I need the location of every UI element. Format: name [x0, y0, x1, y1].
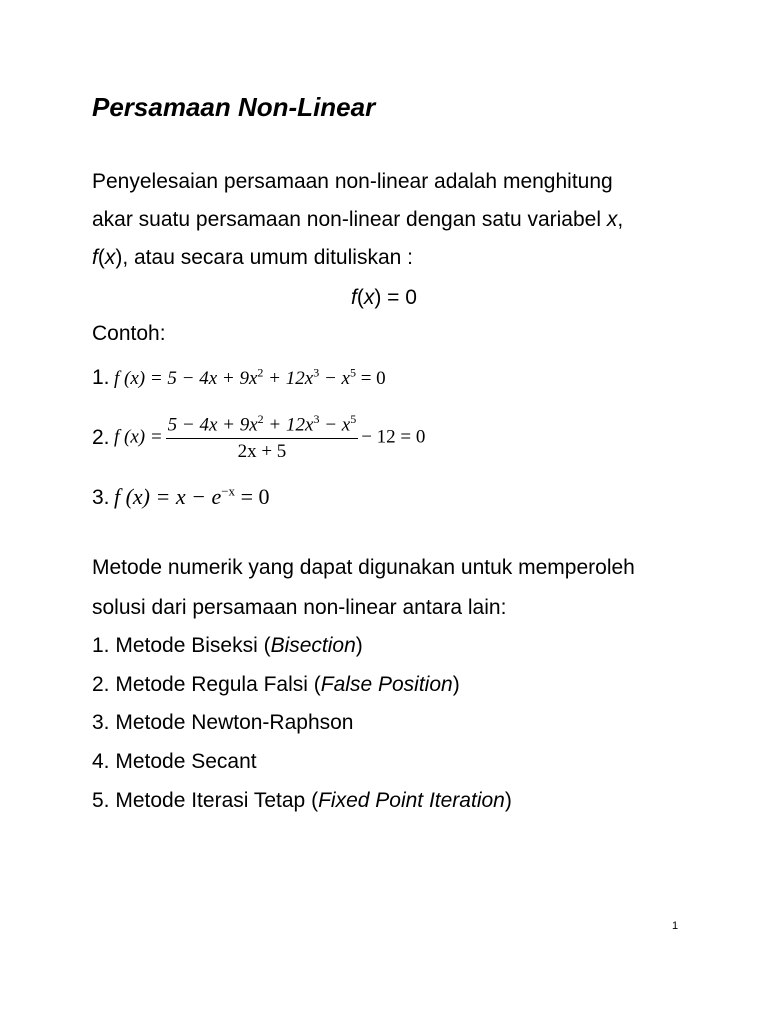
methods-intro-2: solusi dari persamaan non-linear antara lain:	[92, 596, 507, 619]
intro-text-1: Penyelesaian persamaan non-linear adalah menghitung	[92, 170, 613, 193]
intro-line-1	[92, 168, 613, 196]
eq-rest: ) = 0	[374, 286, 417, 309]
example-2-number: 2.	[92, 425, 110, 449]
intro-text-2: akar suatu persamaan non-linear dengan satu variabel	[92, 208, 607, 231]
example-2-fraction	[166, 412, 359, 463]
eq-open: (	[356, 286, 364, 309]
method-item-2: 2. Metode Regula Falsi (False Position)	[92, 673, 460, 696]
example-1	[92, 366, 386, 390]
method-item-1: 1. Metode Biseksi (Bisection)	[92, 634, 363, 657]
examples-label: Contoh:	[92, 322, 166, 345]
example-3-formula: f $(x) = x - e^{-x} = 0$	[113, 484, 270, 510]
paren-open: (	[97, 246, 105, 269]
method-item-3: 3. Metode Newton-Raphson	[92, 711, 354, 734]
page-title: Persamaan Non-Linear	[92, 92, 376, 122]
fraction-denominator: 2x + 5	[237, 441, 287, 463]
intro-text-3: ), atau secara umum dituliskan :	[115, 246, 413, 269]
function-x: x	[104, 246, 116, 269]
general-equation	[0, 284, 768, 312]
example-3	[92, 484, 269, 510]
page-number: 1	[672, 920, 679, 932]
intro-comma: ,	[617, 208, 624, 231]
example-1-formula: f $(x) = 5 - 4x + 9x^2 + 12x^3 - x^5 = 0$	[113, 366, 386, 390]
variable-x: x	[606, 208, 618, 231]
methods-intro-1: Metode numerik yang dapat digunakan untuk memperoleh	[92, 556, 635, 579]
method-item-5: 5. Metode Iterasi Tetap (Fixed Point Iteration)	[92, 789, 512, 812]
function-f: f	[92, 246, 98, 269]
example-1-number: 1.	[92, 366, 110, 390]
eq-x: x	[363, 286, 375, 309]
fraction-numerator: $5 - 4x + 9x^2 + 12x^3 - x^5$	[166, 412, 359, 439]
intro-line-3	[92, 244, 413, 272]
example-2-formula: f (x) = $\frac{5 - 4x + 9x^2 + 12x^3 - x^5}{2x + 5}$ − 12 = 0	[113, 412, 426, 463]
intro-line-2	[92, 206, 623, 234]
eq-f: f	[351, 286, 357, 309]
method-item-4: 4. Metode Secant	[92, 750, 257, 773]
example-3-number: 3.	[92, 486, 110, 510]
example-2	[92, 412, 425, 463]
